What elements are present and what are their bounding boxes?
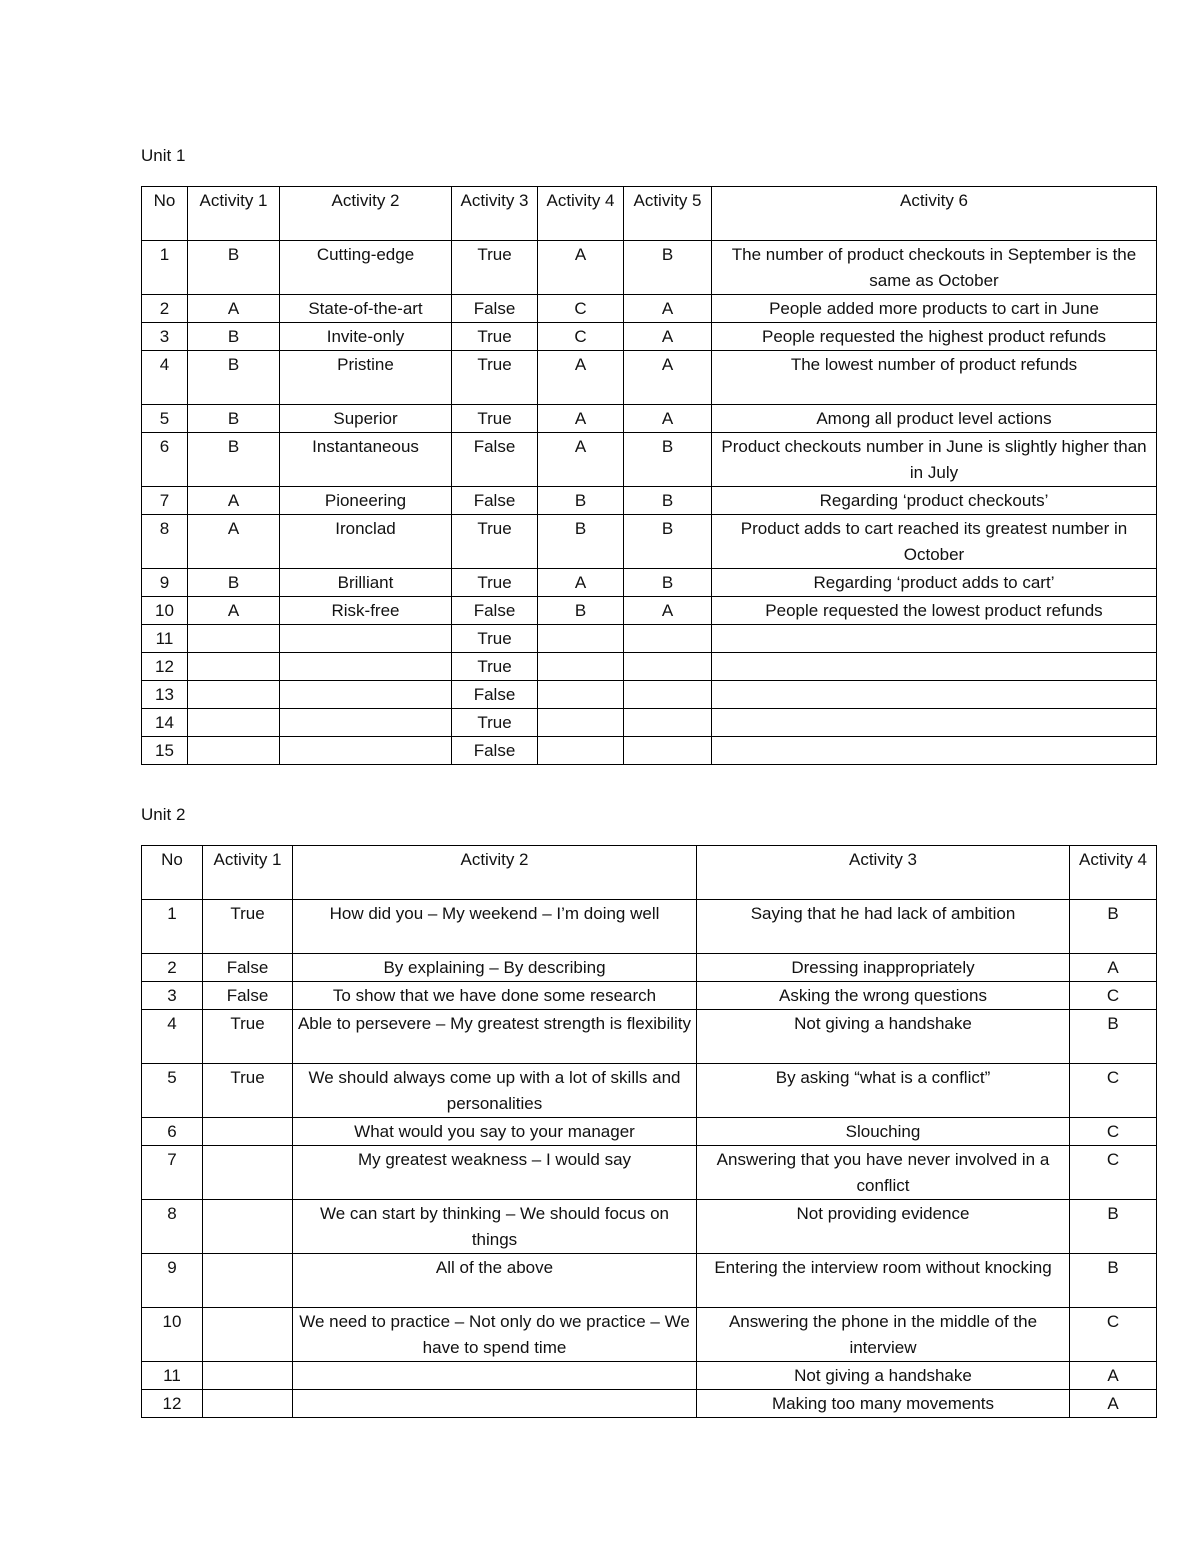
unit2-cell: False — [203, 982, 293, 1010]
unit2-cell: We need to practice – Not only do we practice – We have to spend time — [293, 1308, 697, 1362]
unit1-cell: A — [538, 433, 624, 487]
unit1-cell: B — [538, 515, 624, 569]
unit1-cell: False — [452, 681, 538, 709]
unit2-header-cell: Activity 2 — [293, 846, 697, 900]
table-row — [142, 597, 1157, 625]
unit2-cell: What would you say to your manager — [293, 1118, 697, 1146]
table-row — [142, 1064, 1157, 1118]
unit2-cell: 7 — [142, 1146, 203, 1200]
unit2-cell — [203, 1390, 293, 1418]
unit2-cell: We should always come up with a lot of skills and personalities — [293, 1064, 697, 1118]
unit1-cell: A — [188, 295, 280, 323]
unit1-cell: C — [538, 295, 624, 323]
table-row — [142, 405, 1157, 433]
unit1-cell: B — [188, 241, 280, 295]
unit2-cell: To show that we have done some research — [293, 982, 697, 1010]
table-row — [142, 295, 1157, 323]
unit2-cell: 11 — [142, 1362, 203, 1390]
unit1-cell: 12 — [142, 653, 188, 681]
table-row — [142, 1362, 1157, 1390]
unit1-header-cell: Activity 2 — [280, 187, 452, 241]
table-row — [142, 681, 1157, 709]
unit2-cell — [203, 1200, 293, 1254]
unit1-header-row — [142, 187, 1157, 241]
unit2-cell: A — [1070, 1390, 1157, 1418]
unit1-cell — [538, 709, 624, 737]
unit1-cell: B — [624, 569, 712, 597]
unit1-cell: B — [188, 351, 280, 405]
unit2-cell: C — [1070, 1118, 1157, 1146]
unit1-cell: True — [452, 323, 538, 351]
unit2-cell — [293, 1390, 697, 1418]
unit1-cell — [188, 625, 280, 653]
unit1-cell: B — [624, 241, 712, 295]
unit1-cell: Ironclad — [280, 515, 452, 569]
unit1-cell: A — [624, 405, 712, 433]
table-row — [142, 1118, 1157, 1146]
unit1-cell: 6 — [142, 433, 188, 487]
unit1-cell: Product checkouts number in June is slightly higher than in July — [712, 433, 1157, 487]
unit1-cell — [188, 681, 280, 709]
unit1-header-cell: Activity 6 — [712, 187, 1157, 241]
unit1-cell: B — [624, 433, 712, 487]
unit1-cell: True — [452, 405, 538, 433]
unit1-cell: The lowest number of product refunds — [712, 351, 1157, 405]
unit2-cell: A — [1070, 954, 1157, 982]
unit2-header-row — [142, 846, 1157, 900]
unit1-cell: 15 — [142, 737, 188, 765]
unit2-cell: B — [1070, 1010, 1157, 1064]
unit2-cell: True — [203, 1010, 293, 1064]
unit1-cell: Pioneering — [280, 487, 452, 515]
unit2-cell: 3 — [142, 982, 203, 1010]
unit1-cell — [712, 737, 1157, 765]
unit1-cell: People added more products to cart in June — [712, 295, 1157, 323]
unit2-header-cell: Activity 4 — [1070, 846, 1157, 900]
unit1-cell: 14 — [142, 709, 188, 737]
unit2-cell — [203, 1146, 293, 1200]
table-row — [142, 1146, 1157, 1200]
unit1-cell — [538, 625, 624, 653]
unit1-cell: A — [188, 597, 280, 625]
unit2-cell: Answering the phone in the middle of the interview — [697, 1308, 1070, 1362]
unit2-cell: Able to persevere – My greatest strength is flexibility — [293, 1010, 697, 1064]
table-row — [142, 323, 1157, 351]
unit2-cell: Saying that he had lack of ambition — [697, 900, 1070, 954]
unit1-cell: True — [452, 569, 538, 597]
unit1-cell — [188, 653, 280, 681]
unit2-cell: 4 — [142, 1010, 203, 1064]
unit1-header-cell: Activity 5 — [624, 187, 712, 241]
unit2-cell: True — [203, 1064, 293, 1118]
unit1-cell: B — [624, 487, 712, 515]
unit1-cell: C — [538, 323, 624, 351]
unit1-cell — [624, 681, 712, 709]
unit2-cell: 5 — [142, 1064, 203, 1118]
unit1-cell: True — [452, 241, 538, 295]
unit2-cell: A — [1070, 1362, 1157, 1390]
table-row — [142, 487, 1157, 515]
unit1-cell: 7 — [142, 487, 188, 515]
unit1-cell — [712, 653, 1157, 681]
unit2-cell: Slouching — [697, 1118, 1070, 1146]
unit1-cell: Regarding ‘product checkouts’ — [712, 487, 1157, 515]
unit2-cell: Asking the wrong questions — [697, 982, 1070, 1010]
unit1-cell: B — [188, 323, 280, 351]
unit2-title: Unit 2 — [141, 805, 186, 824]
unit1-cell — [624, 737, 712, 765]
unit1-title: Unit 1 — [141, 146, 186, 165]
table-row — [142, 351, 1157, 405]
unit1-cell — [280, 625, 452, 653]
table-row — [142, 982, 1157, 1010]
unit2-cell: 2 — [142, 954, 203, 982]
unit2-header-cell: Activity 1 — [203, 846, 293, 900]
unit1-cell: 13 — [142, 681, 188, 709]
unit1-cell — [280, 709, 452, 737]
unit1-cell: B — [624, 515, 712, 569]
unit1-cell: A — [538, 351, 624, 405]
unit2-cell: 6 — [142, 1118, 203, 1146]
unit2-cell: C — [1070, 982, 1157, 1010]
unit1-cell: A — [538, 569, 624, 597]
unit1-cell: 4 — [142, 351, 188, 405]
unit1-cell: 2 — [142, 295, 188, 323]
unit1-cell: True — [452, 709, 538, 737]
unit1-cell: Brilliant — [280, 569, 452, 597]
unit2-cell: 9 — [142, 1254, 203, 1308]
unit1-cell: Among all product level actions — [712, 405, 1157, 433]
unit2-cell: How did you – My weekend – I’m doing well — [293, 900, 697, 954]
unit2-cell: Answering that you have never involved in a conflict — [697, 1146, 1070, 1200]
unit1-cell: B — [188, 569, 280, 597]
unit1-cell: B — [188, 433, 280, 487]
unit1-cell: 1 — [142, 241, 188, 295]
unit2-cell — [203, 1362, 293, 1390]
unit1-cell: A — [188, 487, 280, 515]
unit2-cell: Making too many movements — [697, 1390, 1070, 1418]
unit1-cell: 11 — [142, 625, 188, 653]
unit1-cell: The number of product checkouts in September is the same as October — [712, 241, 1157, 295]
table-row — [142, 737, 1157, 765]
unit2-cell: Not providing evidence — [697, 1200, 1070, 1254]
unit1-cell: A — [624, 597, 712, 625]
unit1-cell: Instantaneous — [280, 433, 452, 487]
unit1-cell: True — [452, 625, 538, 653]
unit1-cell: Cutting-edge — [280, 241, 452, 295]
unit1-cell: Pristine — [280, 351, 452, 405]
unit2-cell: 10 — [142, 1308, 203, 1362]
unit1-cell: False — [452, 737, 538, 765]
unit1-cell: B — [538, 487, 624, 515]
unit1-cell: 10 — [142, 597, 188, 625]
unit2-cell — [203, 1308, 293, 1362]
unit2-cell: C — [1070, 1146, 1157, 1200]
table-row — [142, 1254, 1157, 1308]
table-row — [142, 625, 1157, 653]
unit1-cell: A — [538, 405, 624, 433]
unit1-cell — [712, 625, 1157, 653]
unit1-cell — [280, 737, 452, 765]
unit1-cell: State-of-the-art — [280, 295, 452, 323]
unit2-cell: Not giving a handshake — [697, 1010, 1070, 1064]
unit1-header-cell: Activity 1 — [188, 187, 280, 241]
unit1-cell: A — [624, 295, 712, 323]
unit2-cell: Not giving a handshake — [697, 1362, 1070, 1390]
unit1-table — [141, 186, 1157, 765]
unit1-cell — [280, 653, 452, 681]
unit1-cell: False — [452, 487, 538, 515]
table-row — [142, 1200, 1157, 1254]
unit1-cell — [712, 709, 1157, 737]
unit1-header-cell: Activity 3 — [452, 187, 538, 241]
table-row — [142, 433, 1157, 487]
unit1-cell — [538, 653, 624, 681]
unit1-cell: 3 — [142, 323, 188, 351]
unit1-cell — [538, 681, 624, 709]
unit2-cell: True — [203, 900, 293, 954]
unit1-cell: False — [452, 433, 538, 487]
unit2-cell: All of the above — [293, 1254, 697, 1308]
table-row — [142, 1010, 1157, 1064]
table-row — [142, 1308, 1157, 1362]
unit2-cell — [293, 1362, 697, 1390]
unit2-cell: We can start by thinking – We should focus on things — [293, 1200, 697, 1254]
unit1-cell — [538, 737, 624, 765]
unit1-cell: A — [624, 323, 712, 351]
table-row — [142, 900, 1157, 954]
table-row — [142, 241, 1157, 295]
unit2-cell — [203, 1254, 293, 1308]
unit2-cell: 12 — [142, 1390, 203, 1418]
unit1-cell: A — [624, 351, 712, 405]
unit1-cell: Product adds to cart reached its greatest number in October — [712, 515, 1157, 569]
unit1-cell — [712, 681, 1157, 709]
unit1-cell: B — [188, 405, 280, 433]
unit1-cell — [280, 681, 452, 709]
table-row — [142, 569, 1157, 597]
table-row — [142, 954, 1157, 982]
unit1-header-cell: Activity 4 — [538, 187, 624, 241]
unit1-cell: Risk-free — [280, 597, 452, 625]
unit1-cell: A — [188, 515, 280, 569]
unit1-cell — [188, 709, 280, 737]
unit1-cell: Superior — [280, 405, 452, 433]
unit2-header-cell: Activity 3 — [697, 846, 1070, 900]
unit2-cell — [203, 1118, 293, 1146]
unit2-cell: By asking “what is a conflict” — [697, 1064, 1070, 1118]
unit1-header-cell: No — [142, 187, 188, 241]
unit1-cell: People requested the lowest product refunds — [712, 597, 1157, 625]
unit2-cell: B — [1070, 1200, 1157, 1254]
unit1-cell: A — [538, 241, 624, 295]
unit1-cell: True — [452, 351, 538, 405]
unit2-header-cell: No — [142, 846, 203, 900]
unit1-cell: True — [452, 653, 538, 681]
unit2-cell: C — [1070, 1064, 1157, 1118]
unit1-cell: True — [452, 515, 538, 569]
table-row — [142, 709, 1157, 737]
table-row — [142, 653, 1157, 681]
unit2-cell: 8 — [142, 1200, 203, 1254]
unit1-cell: B — [538, 597, 624, 625]
table-row — [142, 515, 1157, 569]
unit2-cell: My greatest weakness – I would say — [293, 1146, 697, 1200]
unit1-cell — [624, 709, 712, 737]
unit2-cell: Dressing inappropriately — [697, 954, 1070, 982]
unit1-cell: False — [452, 597, 538, 625]
unit1-cell: 5 — [142, 405, 188, 433]
unit1-cell: Regarding ‘product adds to cart’ — [712, 569, 1157, 597]
unit1-cell: People requested the highest product refunds — [712, 323, 1157, 351]
unit1-cell: False — [452, 295, 538, 323]
unit2-cell: B — [1070, 900, 1157, 954]
unit2-cell: Entering the interview room without knocking — [697, 1254, 1070, 1308]
unit2-cell: By explaining – By describing — [293, 954, 697, 982]
unit2-cell: C — [1070, 1308, 1157, 1362]
unit1-cell — [624, 625, 712, 653]
unit1-cell: Invite-only — [280, 323, 452, 351]
unit1-cell: 8 — [142, 515, 188, 569]
unit2-cell: B — [1070, 1254, 1157, 1308]
unit2-cell: False — [203, 954, 293, 982]
unit1-cell: 9 — [142, 569, 188, 597]
unit1-cell — [188, 737, 280, 765]
unit2-table — [141, 845, 1157, 1418]
unit2-cell: 1 — [142, 900, 203, 954]
unit1-cell — [624, 653, 712, 681]
table-row — [142, 1390, 1157, 1418]
